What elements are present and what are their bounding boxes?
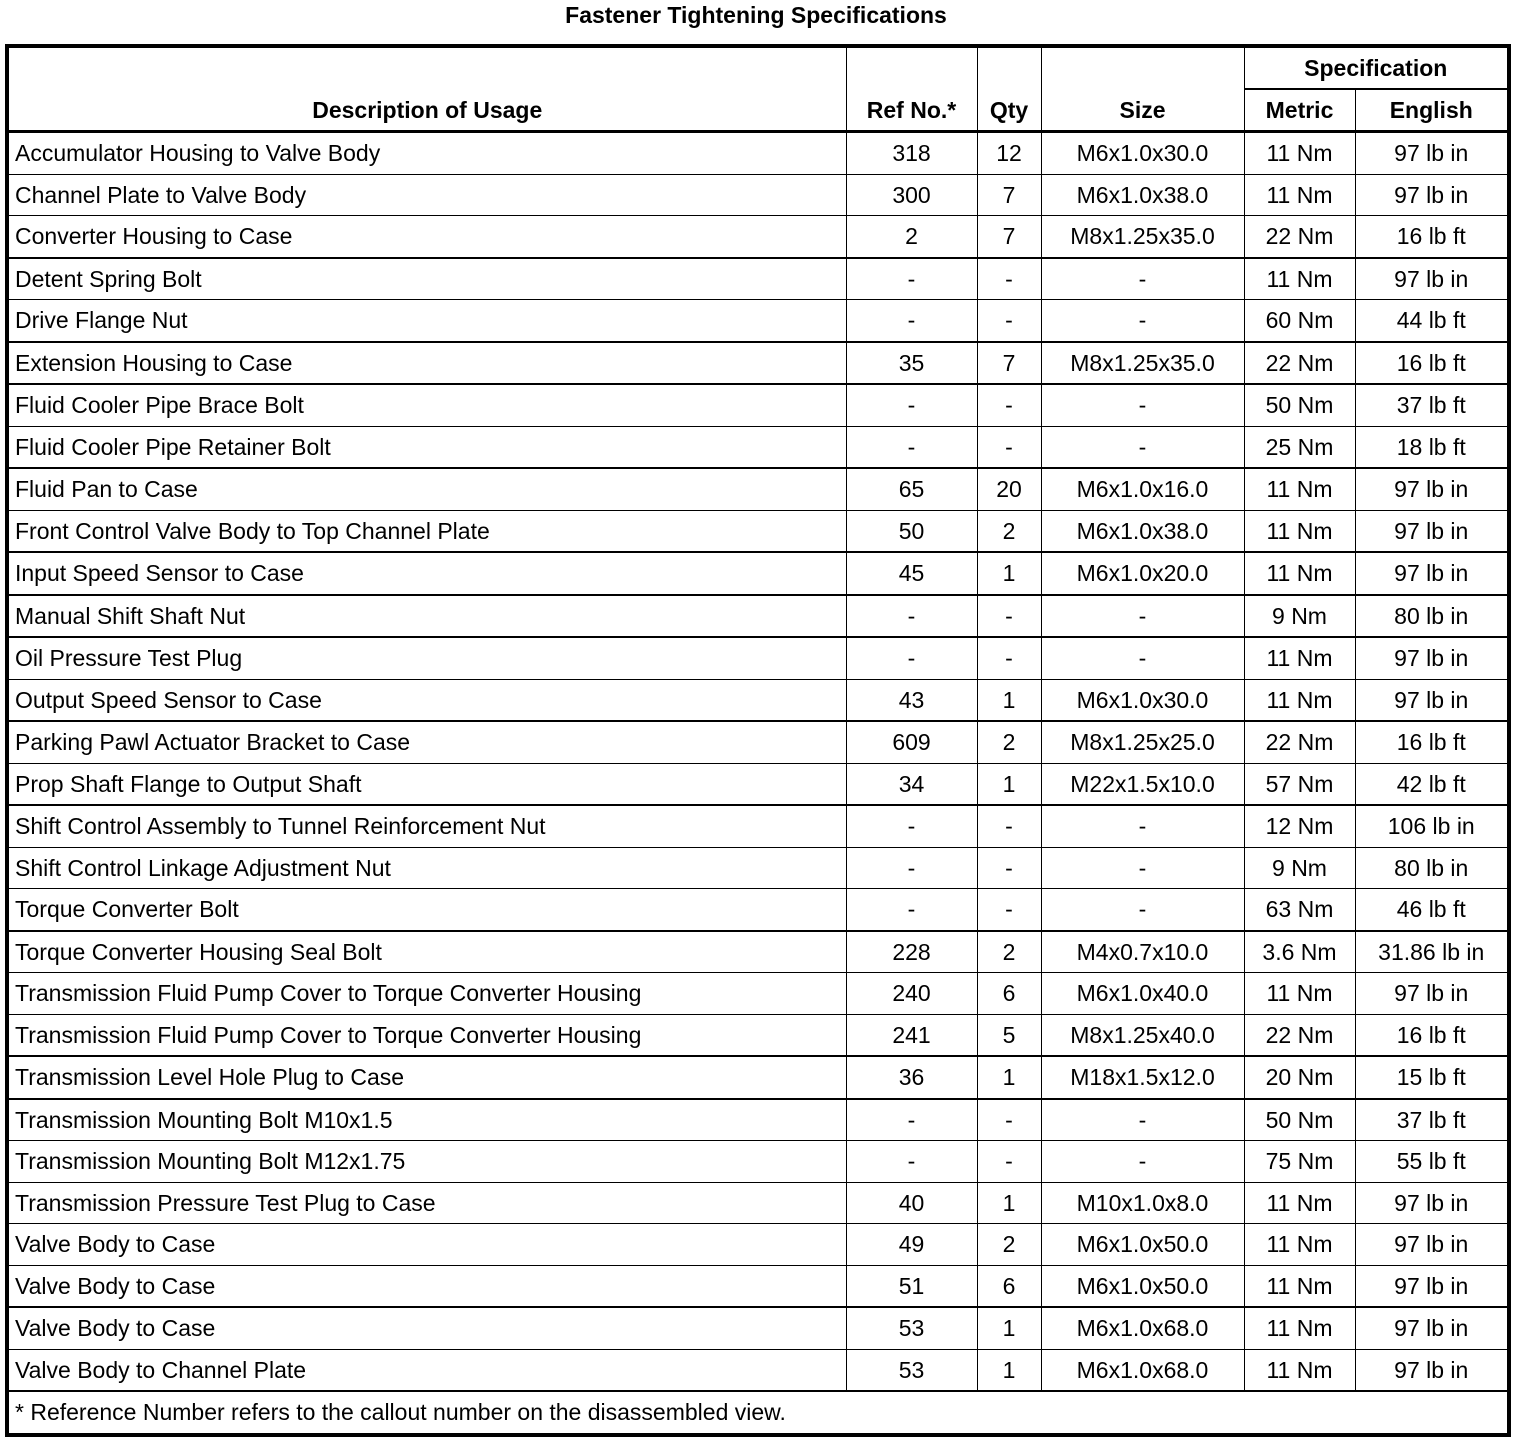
cell-english: 97 lb in: [1355, 552, 1509, 595]
cell-metric: 22 Nm: [1244, 342, 1355, 385]
table-row: [7, 1265, 1509, 1307]
cell-size: M6x1.0x16.0: [1041, 468, 1244, 510]
cell-size: -: [1041, 384, 1244, 426]
cell-size: M6x1.0x50.0: [1041, 1224, 1244, 1266]
cell-qty: -: [977, 300, 1041, 342]
table-row: [7, 1224, 1509, 1266]
cell-ref-no: -: [846, 595, 977, 638]
cell-description: Manual Shift Shaft Nut: [7, 595, 846, 638]
cell-ref-no: -: [846, 384, 977, 426]
table-row: [7, 1182, 1509, 1224]
cell-english: 97 lb in: [1355, 258, 1509, 300]
cell-ref-no: 65: [846, 468, 977, 510]
cell-ref-no: 34: [846, 763, 977, 805]
cell-ref-no: 40: [846, 1182, 977, 1224]
table-row: [7, 510, 1509, 552]
cell-qty: -: [977, 637, 1041, 679]
table-row: [7, 763, 1509, 805]
cell-description: Transmission Mounting Bolt M12x1.75: [7, 1141, 846, 1183]
cell-english: 37 lb ft: [1355, 384, 1509, 426]
cell-qty: 7: [977, 174, 1041, 216]
cell-english: 37 lb ft: [1355, 1099, 1509, 1141]
cell-metric: 11 Nm: [1244, 552, 1355, 595]
cell-english: 97 lb in: [1355, 1265, 1509, 1307]
cell-size: M8x1.25x35.0: [1041, 216, 1244, 258]
cell-metric: 22 Nm: [1244, 721, 1355, 763]
table-row: [7, 1056, 1509, 1099]
cell-size: -: [1041, 1099, 1244, 1141]
cell-metric: 9 Nm: [1244, 595, 1355, 638]
cell-ref-no: 50: [846, 510, 977, 552]
table-row: [7, 595, 1509, 638]
cell-ref-no: 36: [846, 1056, 977, 1099]
cell-english: 97 lb in: [1355, 174, 1509, 216]
cell-qty: -: [977, 595, 1041, 638]
cell-size: -: [1041, 805, 1244, 847]
cell-ref-no: 51: [846, 1265, 977, 1307]
cell-english: 97 lb in: [1355, 1349, 1509, 1391]
cell-qty: -: [977, 258, 1041, 300]
cell-english: 18 lb ft: [1355, 426, 1509, 468]
cell-ref-no: -: [846, 637, 977, 679]
cell-description: Transmission Level Hole Plug to Case: [7, 1056, 846, 1099]
cell-description: Detent Spring Bolt: [7, 258, 846, 300]
cell-qty: 6: [977, 1265, 1041, 1307]
cell-english: 55 lb ft: [1355, 1141, 1509, 1183]
cell-description: Drive Flange Nut: [7, 300, 846, 342]
cell-qty: 1: [977, 1182, 1041, 1224]
cell-size: -: [1041, 595, 1244, 638]
cell-description: Transmission Fluid Pump Cover to Torque Converter Housing: [7, 1014, 846, 1056]
cell-metric: 50 Nm: [1244, 1099, 1355, 1141]
cell-description: Extension Housing to Case: [7, 342, 846, 385]
cell-qty: 2: [977, 931, 1041, 973]
cell-ref-no: 45: [846, 552, 977, 595]
cell-metric: 22 Nm: [1244, 216, 1355, 258]
cell-size: M6x1.0x20.0: [1041, 552, 1244, 595]
cell-qty: 2: [977, 1224, 1041, 1266]
cell-english: 97 lb in: [1355, 1224, 1509, 1266]
table-row: [7, 216, 1509, 258]
cell-ref-no: 240: [846, 973, 977, 1015]
cell-size: M6x1.0x68.0: [1041, 1349, 1244, 1391]
cell-ref-no: -: [846, 805, 977, 847]
cell-metric: 11 Nm: [1244, 1224, 1355, 1266]
cell-description: Fluid Pan to Case: [7, 468, 846, 510]
cell-qty: -: [977, 1141, 1041, 1183]
cell-size: -: [1041, 889, 1244, 931]
cell-ref-no: -: [846, 258, 977, 300]
cell-description: Converter Housing to Case: [7, 216, 846, 258]
cell-description: Torque Converter Housing Seal Bolt: [7, 931, 846, 973]
cell-english: 44 lb ft: [1355, 300, 1509, 342]
cell-metric: 22 Nm: [1244, 1014, 1355, 1056]
cell-english: 80 lb in: [1355, 847, 1509, 889]
cell-metric: 11 Nm: [1244, 174, 1355, 216]
table-row: [7, 132, 1509, 175]
cell-size: M6x1.0x50.0: [1041, 1265, 1244, 1307]
cell-ref-no: 35: [846, 342, 977, 385]
cell-metric: 75 Nm: [1244, 1141, 1355, 1183]
cell-qty: 2: [977, 721, 1041, 763]
table-row: [7, 1099, 1509, 1141]
cell-size: -: [1041, 637, 1244, 679]
cell-english: 16 lb ft: [1355, 1014, 1509, 1056]
table-row: [7, 1349, 1509, 1391]
cell-english: 97 lb in: [1355, 1307, 1509, 1349]
cell-description: Fluid Cooler Pipe Retainer Bolt: [7, 426, 846, 468]
cell-qty: 7: [977, 216, 1041, 258]
table-row: [7, 889, 1509, 931]
table-row: [7, 1307, 1509, 1349]
cell-ref-no: -: [846, 847, 977, 889]
cell-metric: 11 Nm: [1244, 258, 1355, 300]
cell-english: 42 lb ft: [1355, 763, 1509, 805]
cell-english: 16 lb ft: [1355, 721, 1509, 763]
cell-description: Torque Converter Bolt: [7, 889, 846, 931]
header-size: Size: [1041, 46, 1244, 132]
cell-qty: 6: [977, 973, 1041, 1015]
cell-ref-no: 228: [846, 931, 977, 973]
cell-metric: 12 Nm: [1244, 805, 1355, 847]
cell-description: Input Speed Sensor to Case: [7, 552, 846, 595]
cell-description: Transmission Mounting Bolt M10x1.5: [7, 1099, 846, 1141]
cell-english: 15 lb ft: [1355, 1056, 1509, 1099]
cell-size: M8x1.25x35.0: [1041, 342, 1244, 385]
table-row: [7, 342, 1509, 385]
cell-ref-no: 241: [846, 1014, 977, 1056]
cell-size: M6x1.0x38.0: [1041, 174, 1244, 216]
cell-description: Oil Pressure Test Plug: [7, 637, 846, 679]
cell-english: 16 lb ft: [1355, 216, 1509, 258]
cell-metric: 9 Nm: [1244, 847, 1355, 889]
cell-size: M6x1.0x38.0: [1041, 510, 1244, 552]
cell-ref-no: 53: [846, 1307, 977, 1349]
cell-metric: 60 Nm: [1244, 300, 1355, 342]
cell-size: M6x1.0x40.0: [1041, 973, 1244, 1015]
cell-english: 97 lb in: [1355, 637, 1509, 679]
cell-size: -: [1041, 258, 1244, 300]
cell-ref-no: 49: [846, 1224, 977, 1266]
cell-ref-no: 609: [846, 721, 977, 763]
cell-size: M18x1.5x12.0: [1041, 1056, 1244, 1099]
cell-size: M22x1.5x10.0: [1041, 763, 1244, 805]
cell-metric: 20 Nm: [1244, 1056, 1355, 1099]
cell-size: M6x1.0x30.0: [1041, 132, 1244, 175]
table-row: [7, 300, 1509, 342]
cell-description: Parking Pawl Actuator Bracket to Case: [7, 721, 846, 763]
cell-ref-no: -: [846, 426, 977, 468]
cell-metric: 11 Nm: [1244, 1182, 1355, 1224]
page-title: Fastener Tightening Specifications: [565, 2, 947, 28]
cell-qty: 1: [977, 552, 1041, 595]
cell-english: 31.86 lb in: [1355, 931, 1509, 973]
table-row: [7, 426, 1509, 468]
cell-description: Transmission Fluid Pump Cover to Torque Converter Housing: [7, 973, 846, 1015]
cell-english: 97 lb in: [1355, 132, 1509, 175]
cell-description: Shift Control Assembly to Tunnel Reinforcement Nut: [7, 805, 846, 847]
table-row: [7, 721, 1509, 763]
cell-english: 106 lb in: [1355, 805, 1509, 847]
cell-english: 97 lb in: [1355, 973, 1509, 1015]
cell-description: Valve Body to Case: [7, 1224, 846, 1266]
cell-qty: -: [977, 384, 1041, 426]
cell-description: Output Speed Sensor to Case: [7, 679, 846, 721]
cell-metric: 11 Nm: [1244, 637, 1355, 679]
cell-qty: -: [977, 889, 1041, 931]
cell-description: Fluid Cooler Pipe Brace Bolt: [7, 384, 846, 426]
cell-size: -: [1041, 300, 1244, 342]
cell-qty: 20: [977, 468, 1041, 510]
cell-description: Valve Body to Case: [7, 1307, 846, 1349]
cell-ref-no: 300: [846, 174, 977, 216]
cell-metric: 57 Nm: [1244, 763, 1355, 805]
cell-ref-no: -: [846, 1099, 977, 1141]
cell-description: Front Control Valve Body to Top Channel Plate: [7, 510, 846, 552]
cell-metric: 11 Nm: [1244, 132, 1355, 175]
cell-ref-no: -: [846, 300, 977, 342]
cell-size: -: [1041, 426, 1244, 468]
cell-size: -: [1041, 1141, 1244, 1183]
cell-ref-no: -: [846, 889, 977, 931]
cell-metric: 11 Nm: [1244, 1307, 1355, 1349]
cell-description: Valve Body to Case: [7, 1265, 846, 1307]
table-row: [7, 258, 1509, 300]
cell-qty: 1: [977, 1349, 1041, 1391]
cell-metric: 63 Nm: [1244, 889, 1355, 931]
table-row: [7, 637, 1509, 679]
cell-english: 46 lb ft: [1355, 889, 1509, 931]
table-row: [7, 552, 1509, 595]
cell-description: Transmission Pressure Test Plug to Case: [7, 1182, 846, 1224]
cell-metric: 50 Nm: [1244, 384, 1355, 426]
cell-ref-no: 318: [846, 132, 977, 175]
cell-english: 97 lb in: [1355, 468, 1509, 510]
cell-description: Accumulator Housing to Valve Body: [7, 132, 846, 175]
cell-qty: -: [977, 805, 1041, 847]
cell-english: 97 lb in: [1355, 1182, 1509, 1224]
cell-qty: 7: [977, 342, 1041, 385]
cell-english: 16 lb ft: [1355, 342, 1509, 385]
cell-size: -: [1041, 847, 1244, 889]
header-metric: Metric: [1244, 89, 1355, 132]
cell-qty: 12: [977, 132, 1041, 175]
table-row: [7, 679, 1509, 721]
cell-english: 97 lb in: [1355, 510, 1509, 552]
cell-description: Shift Control Linkage Adjustment Nut: [7, 847, 846, 889]
cell-metric: 11 Nm: [1244, 1349, 1355, 1391]
table-row: [7, 931, 1509, 973]
table-row: [7, 847, 1509, 889]
cell-qty: 1: [977, 679, 1041, 721]
cell-metric: 11 Nm: [1244, 679, 1355, 721]
cell-ref-no: 43: [846, 679, 977, 721]
cell-description: Prop Shaft Flange to Output Shaft: [7, 763, 846, 805]
cell-description: Channel Plate to Valve Body: [7, 174, 846, 216]
table-row: [7, 384, 1509, 426]
cell-qty: -: [977, 1099, 1041, 1141]
table-row: [7, 973, 1509, 1015]
table-body: [7, 132, 1509, 1392]
cell-size: M8x1.25x40.0: [1041, 1014, 1244, 1056]
cell-ref-no: 2: [846, 216, 977, 258]
header-ref-no: Ref No.*: [846, 46, 977, 132]
cell-size: M10x1.0x8.0: [1041, 1182, 1244, 1224]
header-english: English: [1355, 89, 1509, 132]
cell-size: M6x1.0x68.0: [1041, 1307, 1244, 1349]
header-qty: Qty: [977, 46, 1041, 132]
footnote: * Reference Number refers to the callout number on the disassembled view.: [7, 1391, 1509, 1435]
cell-metric: 25 Nm: [1244, 426, 1355, 468]
cell-metric: 11 Nm: [1244, 1265, 1355, 1307]
cell-qty: 1: [977, 763, 1041, 805]
cell-ref-no: 53: [846, 1349, 977, 1391]
cell-qty: -: [977, 847, 1041, 889]
cell-description: Valve Body to Channel Plate: [7, 1349, 846, 1391]
cell-metric: 11 Nm: [1244, 973, 1355, 1015]
cell-qty: -: [977, 426, 1041, 468]
table-row: [7, 174, 1509, 216]
header-specification: Specification: [1244, 46, 1509, 89]
header-description: Description of Usage: [7, 46, 846, 132]
cell-english: 80 lb in: [1355, 595, 1509, 638]
table-row: [7, 805, 1509, 847]
cell-metric: 11 Nm: [1244, 468, 1355, 510]
table-row: [7, 1014, 1509, 1056]
cell-qty: 2: [977, 510, 1041, 552]
cell-ref-no: -: [846, 1141, 977, 1183]
cell-english: 97 lb in: [1355, 679, 1509, 721]
cell-qty: 5: [977, 1014, 1041, 1056]
cell-qty: 1: [977, 1056, 1041, 1099]
cell-size: M4x0.7x10.0: [1041, 931, 1244, 973]
cell-size: M6x1.0x30.0: [1041, 679, 1244, 721]
cell-metric: 3.6 Nm: [1244, 931, 1355, 973]
fastener-spec-table: [5, 44, 1511, 1437]
table-row: [7, 1141, 1509, 1183]
cell-size: M8x1.25x25.0: [1041, 721, 1244, 763]
table-row: [7, 468, 1509, 510]
cell-metric: 11 Nm: [1244, 510, 1355, 552]
cell-qty: 1: [977, 1307, 1041, 1349]
